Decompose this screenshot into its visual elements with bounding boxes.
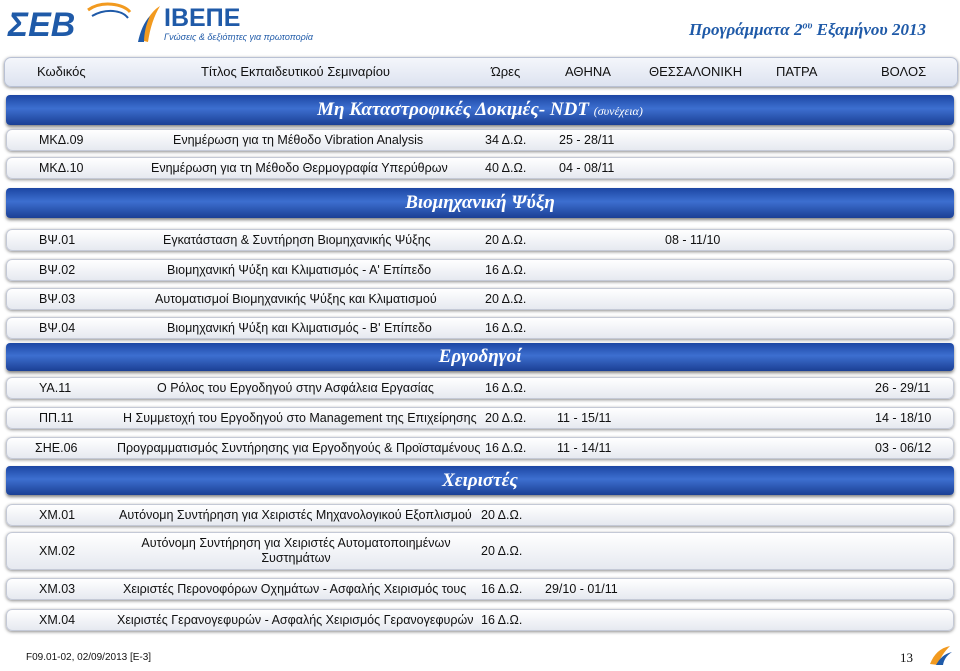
row-title: Η Συμμετοχή του Εργοδηγού στο Management της Επιχείρησης xyxy=(123,411,477,425)
section-title: Βιομηχανική Ψύξη xyxy=(405,192,555,213)
row-volos: 26 - 29/11 xyxy=(875,381,931,395)
document-code: F09.01-02, 02/09/2013 [Ε-3] xyxy=(26,652,152,663)
row-title: Ενημέρωση για τη Μέθοδο Θερμογραφία Υπερύθρων xyxy=(151,161,448,175)
row-thessaloniki: 08 - 11/10 xyxy=(665,233,721,247)
seb-logo xyxy=(6,2,134,53)
row-hours: 20 Δ.Ω. xyxy=(481,544,523,558)
row-code: ΧΜ.03 xyxy=(39,582,76,596)
col-header-patra: ΠΑΤΡΑ xyxy=(776,64,818,79)
row-hours: 20 Δ.Ω. xyxy=(485,233,527,247)
row-title: Προγραμματισμός Συντήρησης για Εργοδηγούς & Προϊσταμένους xyxy=(117,441,481,455)
row-code: ΒΨ.02 xyxy=(39,263,76,277)
row-title: Βιομηχανική Ψύξη και Κλιματισμός - Β' Επίπεδο xyxy=(167,321,432,335)
section-title: Εργοδηγοί xyxy=(438,346,522,367)
row-title: Χειριστές Γερανογεφυρών - Ασφαλής Χειρισμός Γερανογεφυρών xyxy=(117,613,474,627)
row-title: Ο Ρόλος του Εργοδηγού στην Ασφάλεια Εργασίας xyxy=(157,381,434,395)
col-header-volos: ΒΟΛΟΣ xyxy=(881,64,927,79)
table-row xyxy=(6,407,954,429)
row-athens: 29/10 - 01/11 xyxy=(545,582,618,596)
ibepe-wordmark: ΙΒΕΠΕ xyxy=(164,4,241,32)
table-row xyxy=(6,229,954,251)
row-hours: 16 Δ.Ω. xyxy=(485,441,527,455)
section-header-refrigeration xyxy=(6,188,954,218)
row-code: ΥΑ.11 xyxy=(39,381,72,395)
row-title: Αυτόνομη Συντήρηση για Χειριστές Αυτοματοποιημένων Συστημάτων xyxy=(141,536,451,565)
section-title: Χειριστές xyxy=(442,470,518,491)
row-title: Εγκατάσταση & Συντήρηση Βιομηχανικής Ψύξης xyxy=(163,233,431,247)
row-athens: 11 - 14/11 xyxy=(557,441,612,455)
ibepe-tagline: Γνώσεις & δεξιότητες για πρωτοπορία xyxy=(164,32,313,42)
section-title: Μη Καταστροφικές Δοκιμές- NDT xyxy=(317,99,589,120)
row-hours: 16 Δ.Ω. xyxy=(481,613,523,627)
page-number: 13 xyxy=(900,650,913,665)
row-title: Αυτοματισμοί Βιομηχανικής Ψύξης και Κλιματισμού xyxy=(155,292,437,306)
program-title: Προγράμματα $2^{o\upsilon}$ Εξαμήνου 2013 xyxy=(688,20,926,39)
row-code: ΧΜ.01 xyxy=(39,508,76,522)
table-row xyxy=(6,377,954,399)
row-code: ΒΨ.03 xyxy=(39,292,76,306)
row-volos: 14 - 18/10 xyxy=(875,411,932,425)
row-code: ΒΨ.04 xyxy=(39,321,76,335)
table-row xyxy=(6,317,954,339)
table-row xyxy=(6,288,954,310)
page-header xyxy=(0,0,960,52)
table-row xyxy=(6,437,954,459)
col-header-hours: Ώρες xyxy=(491,64,521,79)
row-hours: 20 Δ.Ω. xyxy=(485,411,527,425)
row-code: ΧΜ.02 xyxy=(39,544,76,558)
row-title: Ενημέρωση για τη Μέθοδο Vibration Analysis xyxy=(173,133,424,147)
col-header-code: Κωδικός xyxy=(37,64,86,79)
row-title: Βιομηχανική Ψύξη και Κλιματισμός - Α' Επίπεδο xyxy=(167,263,432,277)
table-row xyxy=(6,578,954,600)
svg-text:ΣΕΒ: ΣΕΒ xyxy=(8,6,76,44)
row-hours: 16 Δ.Ω. xyxy=(485,263,527,277)
col-header-title: Τίτλος Εκπαιδευτικού Σεμιναρίου xyxy=(201,64,391,79)
section-header-ndt xyxy=(6,95,954,125)
row-title: Αυτόνομη Συντήρηση για Χειριστές Μηχανολογικού Εξοπλισμού xyxy=(119,508,472,522)
row-hours: 16 Δ.Ω. xyxy=(481,582,523,596)
row-code: ΜΚΔ.10 xyxy=(39,161,84,175)
row-code: ΜΚΔ.09 xyxy=(39,133,84,147)
row-athens: 04 - 08/11 xyxy=(559,161,615,175)
row-hours: 40 Δ.Ω. xyxy=(485,161,527,175)
row-hours: 34 Δ.Ω. xyxy=(485,133,527,147)
table-row xyxy=(6,504,954,526)
row-hours: 20 Δ.Ω. xyxy=(485,292,527,306)
table-row xyxy=(6,157,954,179)
row-title: Χειριστές Περονοφόρων Οχημάτων - Ασφαλής Χειρισμός τους xyxy=(123,582,467,596)
row-athens: 25 - 28/11 xyxy=(559,133,615,147)
row-volos: 03 - 06/12 xyxy=(875,441,932,455)
row-hours: 16 Δ.Ω. xyxy=(485,381,527,395)
section-note: (συνέχεια) xyxy=(593,104,643,118)
row-code: ΣΗΕ.06 xyxy=(35,441,78,455)
table-row xyxy=(6,129,954,151)
row-code: ΠΠ.11 xyxy=(39,411,74,425)
table-row xyxy=(6,532,954,570)
row-code: ΒΨ.01 xyxy=(39,233,76,247)
row-hours: 16 Δ.Ω. xyxy=(485,321,527,335)
row-athens: 11 - 15/11 xyxy=(557,411,612,425)
section-header-foremen xyxy=(6,343,954,371)
col-header-athens: ΑΘΗΝΑ xyxy=(565,64,611,79)
corner-logo-icon xyxy=(928,644,954,671)
section-header-operators xyxy=(6,466,954,495)
table-row xyxy=(6,609,954,631)
row-code: ΧΜ.04 xyxy=(39,613,76,627)
row-hours: 20 Δ.Ω. xyxy=(481,508,523,522)
table-header xyxy=(4,57,958,87)
col-header-thessaloniki: ΘΕΣΣΑΛΟΝΙΚΗ xyxy=(649,64,743,79)
table-row xyxy=(6,259,954,281)
